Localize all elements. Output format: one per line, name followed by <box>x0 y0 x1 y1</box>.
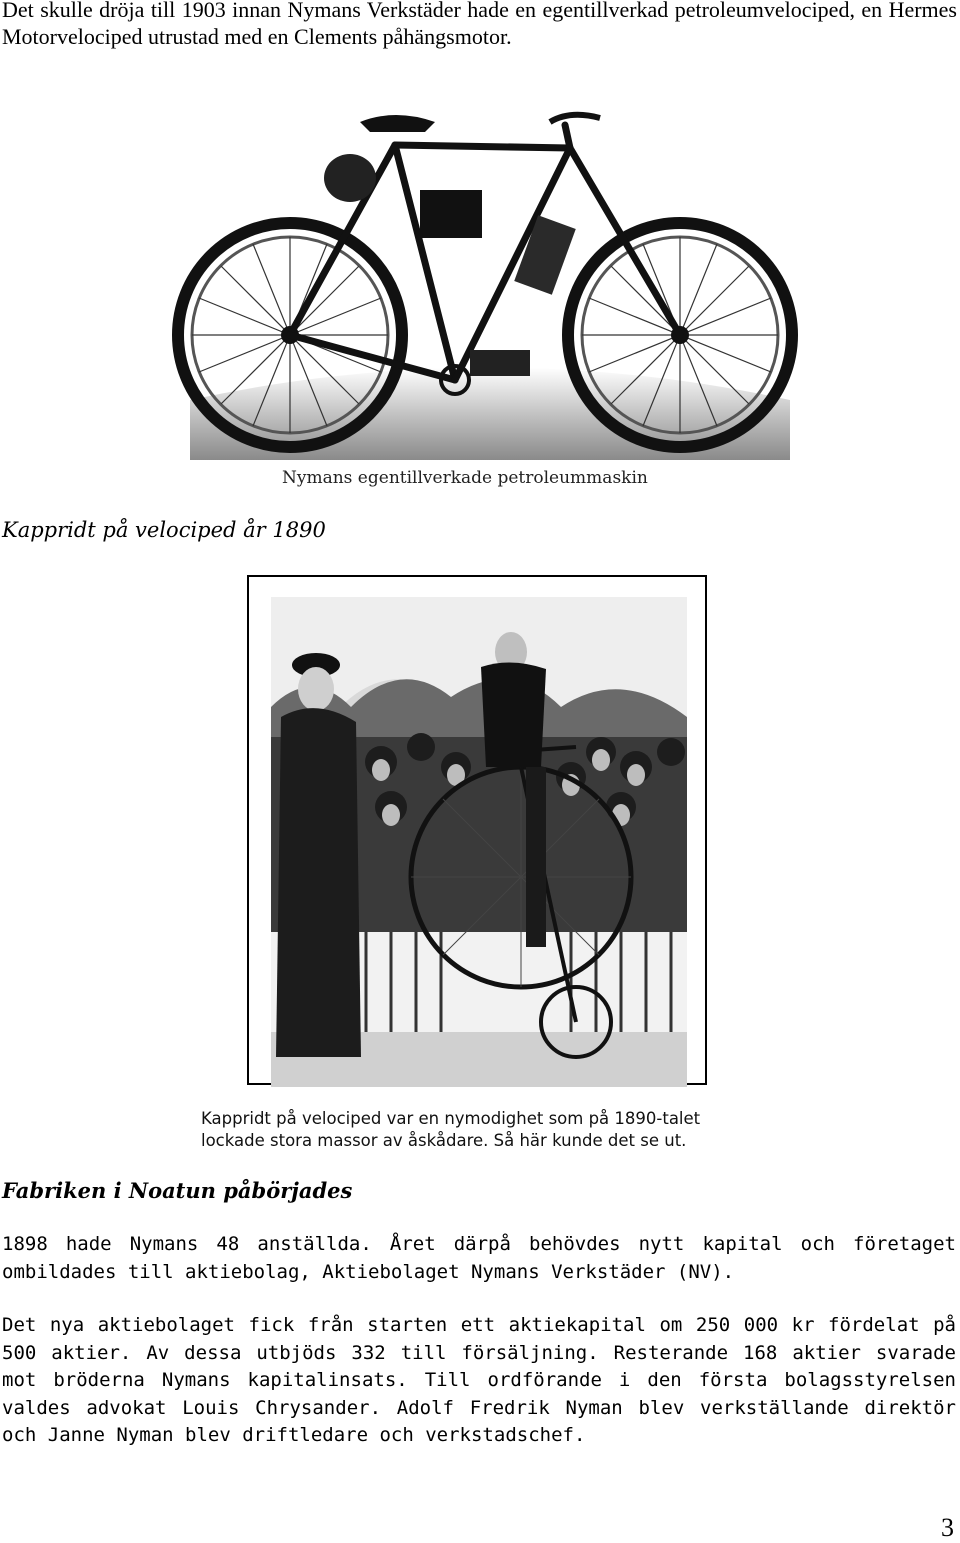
page-number: 3 <box>941 1513 954 1542</box>
race-caption-line-1: Kappridt på velociped var en nymodighet som på 1890-talet <box>201 1109 701 1128</box>
section-heading-race: Kappridt på velociped år 1890 <box>2 518 326 542</box>
paragraph-employees: 1898 hade Nymans 48 anställda. Året därpå behövdes nytt kapital och företaget ombildades till aktiebolag, Aktiebolaget Nymans Verkstäder (NV). <box>2 1233 956 1283</box>
motorcycle-photo <box>170 100 810 460</box>
paragraph-share-capital: Det nya aktiebolaget fick från starten ett aktiekapital om 250 000 kr fördelat på 500 aktier. Av dessa utbjöds 332 till försäljning. Resterande 168 aktier svarade mot bröderna Nymans kapitalinsats. Till ordförande i den första bolagsstyrelsen valdes advokat Louis Chrysander. Adolf Fredrik Nyman blev verkställande direktör och Janne Nyman blev driftledare och verkstadschef. <box>2 1314 956 1446</box>
motorcycle-caption: Nymans egentillverkade petroleummaskin <box>282 468 648 488</box>
race-photo-caption <box>201 1108 771 1152</box>
race-photo <box>271 597 687 1087</box>
intro-paragraph: Det skulle dröja till 1903 innan Nymans Verkstäder hade en egentillverkad petroleumvelociped, en Hermes Motorvelociped utrustad med en Clements påhängsmotor. <box>2 0 957 49</box>
race-caption-line-2: lockade stora massor av åskådare. Så här kunde det se ut. <box>201 1131 687 1150</box>
section-heading-factory: Fabriken i Noatun påbörjades <box>2 1178 353 1203</box>
